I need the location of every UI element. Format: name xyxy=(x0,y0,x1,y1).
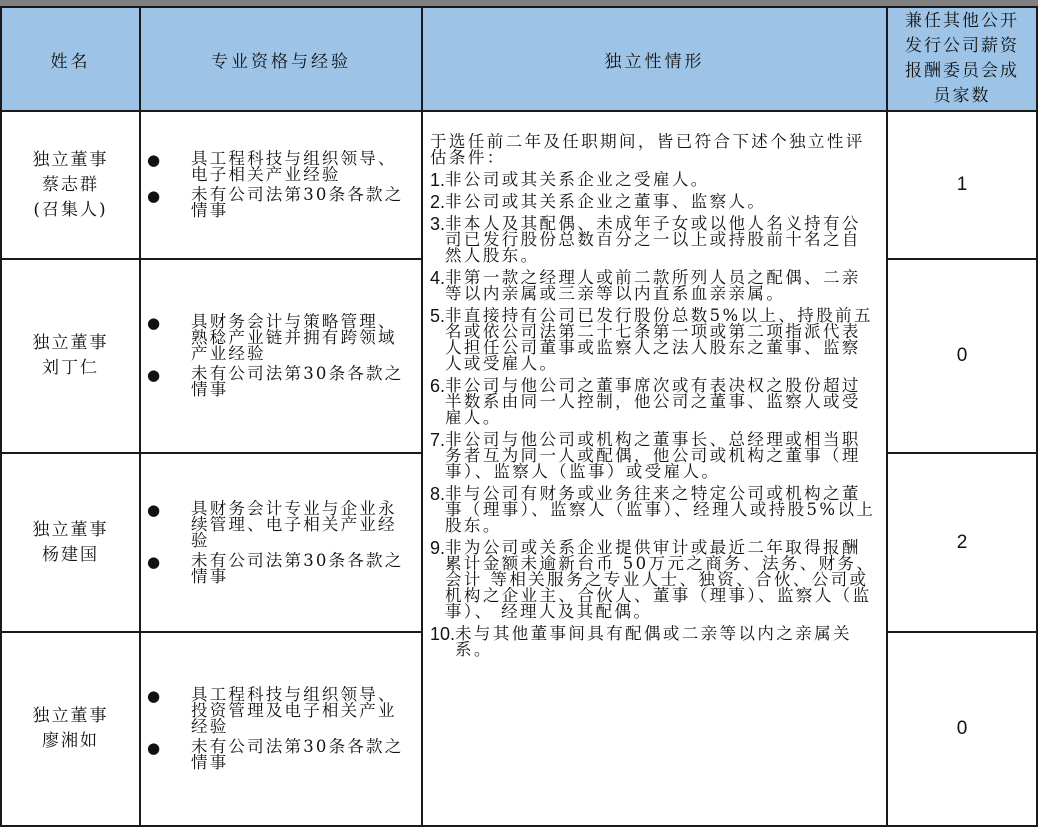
table-row-1-count-cell xyxy=(888,112,1038,260)
table-row-1-name-cell xyxy=(0,112,141,260)
criterion-8: 8. 非与公司有财务或业务往来之特定公司或机构之董事（理事）、监察人（监事）、经理人或持股5%以上股东。 xyxy=(430,484,876,535)
qualification-item: ● 未有公司法第30条各款之情事 xyxy=(147,185,404,220)
header-independence xyxy=(423,6,888,112)
criterion-1: 1. 非公司或其关系企业之受雇人。 xyxy=(430,170,710,190)
qualification-item: ● 具财务会计与策略管理、熟稔产业链并拥有跨领域产业经验 xyxy=(147,312,397,363)
bullet-icon: ● xyxy=(147,151,161,169)
criterion-7: 7. 非公司与他公司或机构之董事长、总经理或相当职务者互为同一人或配偶，他公司或机构之董事（理事）、监察人（监事）或受雇人。 xyxy=(430,430,861,481)
table-row-4-count-cell xyxy=(888,633,1038,827)
bullet-icon: ● xyxy=(147,187,161,205)
director-name: 杨建国 xyxy=(42,544,99,565)
director-title: 独立董事 xyxy=(32,333,109,353)
table-row-2-qualification-cell xyxy=(141,260,423,454)
director-name: 廖湘如 xyxy=(42,731,99,751)
director-name: 刘丁仁 xyxy=(42,358,99,378)
criterion-10: 10. 未与其他董事间具有配偶或二亲等以内之亲属关系。 xyxy=(430,624,852,659)
qualification-item: ● 具工程科技与组织领导、电子相关产业经验 xyxy=(147,149,397,184)
qualification-item: ● 未有公司法第30条各款之情事 xyxy=(147,364,404,399)
criterion-9: 9. 非为公司或关系企业提供审计或最近二年取得报酬累计金额未逾新台币 50万元之商务、法务、财务、会计 等相关服务之专业人士、独资、合伙、公司或机构之企业主、合伙人、董事（理事）、监察人（监事）、 经理人及其配偶。 xyxy=(430,538,876,621)
bullet-icon: ● xyxy=(147,500,161,519)
table-row-2-count-cell xyxy=(888,260,1038,454)
director-title: 独立董事 xyxy=(32,149,109,170)
qualification-item: ● 具财务会计专业与企业永续管理、电子相关产业经验 xyxy=(147,498,397,550)
bullet-icon: ● xyxy=(147,366,161,384)
table-row-4-qualification-cell xyxy=(141,633,423,827)
header-independence-label: 独立性情形 xyxy=(604,51,705,72)
bullet-icon: ● xyxy=(147,739,161,757)
independence-intro: 于选任前二年及任职期间，皆已符合下述个独立性评估条件： xyxy=(430,132,865,167)
header-concurrent-count xyxy=(888,6,1038,112)
header-name-label: 姓名 xyxy=(50,51,91,72)
criterion-6: 6. 非公司与他公司之董事席次或有表决权之股份超过半数系由同一人控制，他公司之董事、监察人或受雇人。 xyxy=(430,376,861,427)
header-qualification-label: 专业资格与经验 xyxy=(211,51,351,72)
table-row-3-qualification-cell xyxy=(141,454,423,633)
concurrent-count-value: 1 xyxy=(956,174,968,195)
bullet-icon: ● xyxy=(147,314,161,332)
qualification-item: ● 具工程科技与组织领导、投资管理及电子相关产业经验 xyxy=(147,685,397,736)
header-concurrent-count-label: 兼任其他公开发行公司薪资报酬委员会成员家数 xyxy=(905,11,1019,106)
table-row-3-name-cell xyxy=(0,454,141,633)
table-row-3-count-cell xyxy=(888,454,1038,633)
director-title: 独立董事 xyxy=(32,519,109,540)
table-row-4-name-cell xyxy=(0,633,141,827)
director-title: 独立董事 xyxy=(32,706,109,726)
independence-criteria-cell xyxy=(423,112,888,827)
qualification-item: ● 未有公司法第30条各款之情事 xyxy=(147,737,404,772)
criterion-5: 5. 非直接持有公司已发行股份总数5%以上、持股前五名或依公司法第二十七条第一项或第二项指派代表人担任公司董事或监察人之法人股东之董事、监察人或受雇人。 xyxy=(430,306,873,373)
concurrent-count-value: 2 xyxy=(956,531,968,553)
director-role: (召集人) xyxy=(33,199,108,220)
concurrent-count-value: 0 xyxy=(956,718,968,739)
header-qualification xyxy=(141,6,423,112)
criterion-4: 4. 非第一款之经理人或前二款所列人员之配偶、二亲等以内亲属或三亲等以内直系血亲亲属。 xyxy=(430,268,861,303)
table-row-2-name-cell xyxy=(0,260,141,454)
criterion-3: 3. 非本人及其配偶、未成年子女或以他人名义持有公司已发行股份总数百分之一以上或持股前十名之自然人股东。 xyxy=(430,214,861,265)
bullet-icon: ● xyxy=(147,687,161,705)
bullet-icon: ● xyxy=(147,552,161,571)
table-row-1-qualification-cell xyxy=(141,112,423,260)
header-name xyxy=(0,6,141,112)
qualification-item: ● 未有公司法第30条各款之情事 xyxy=(147,550,404,586)
criterion-2: 2. 非公司或其关系企业之董事、监察人。 xyxy=(430,192,767,212)
director-name: 蔡志群 xyxy=(42,174,99,195)
concurrent-count-value: 0 xyxy=(956,345,968,366)
